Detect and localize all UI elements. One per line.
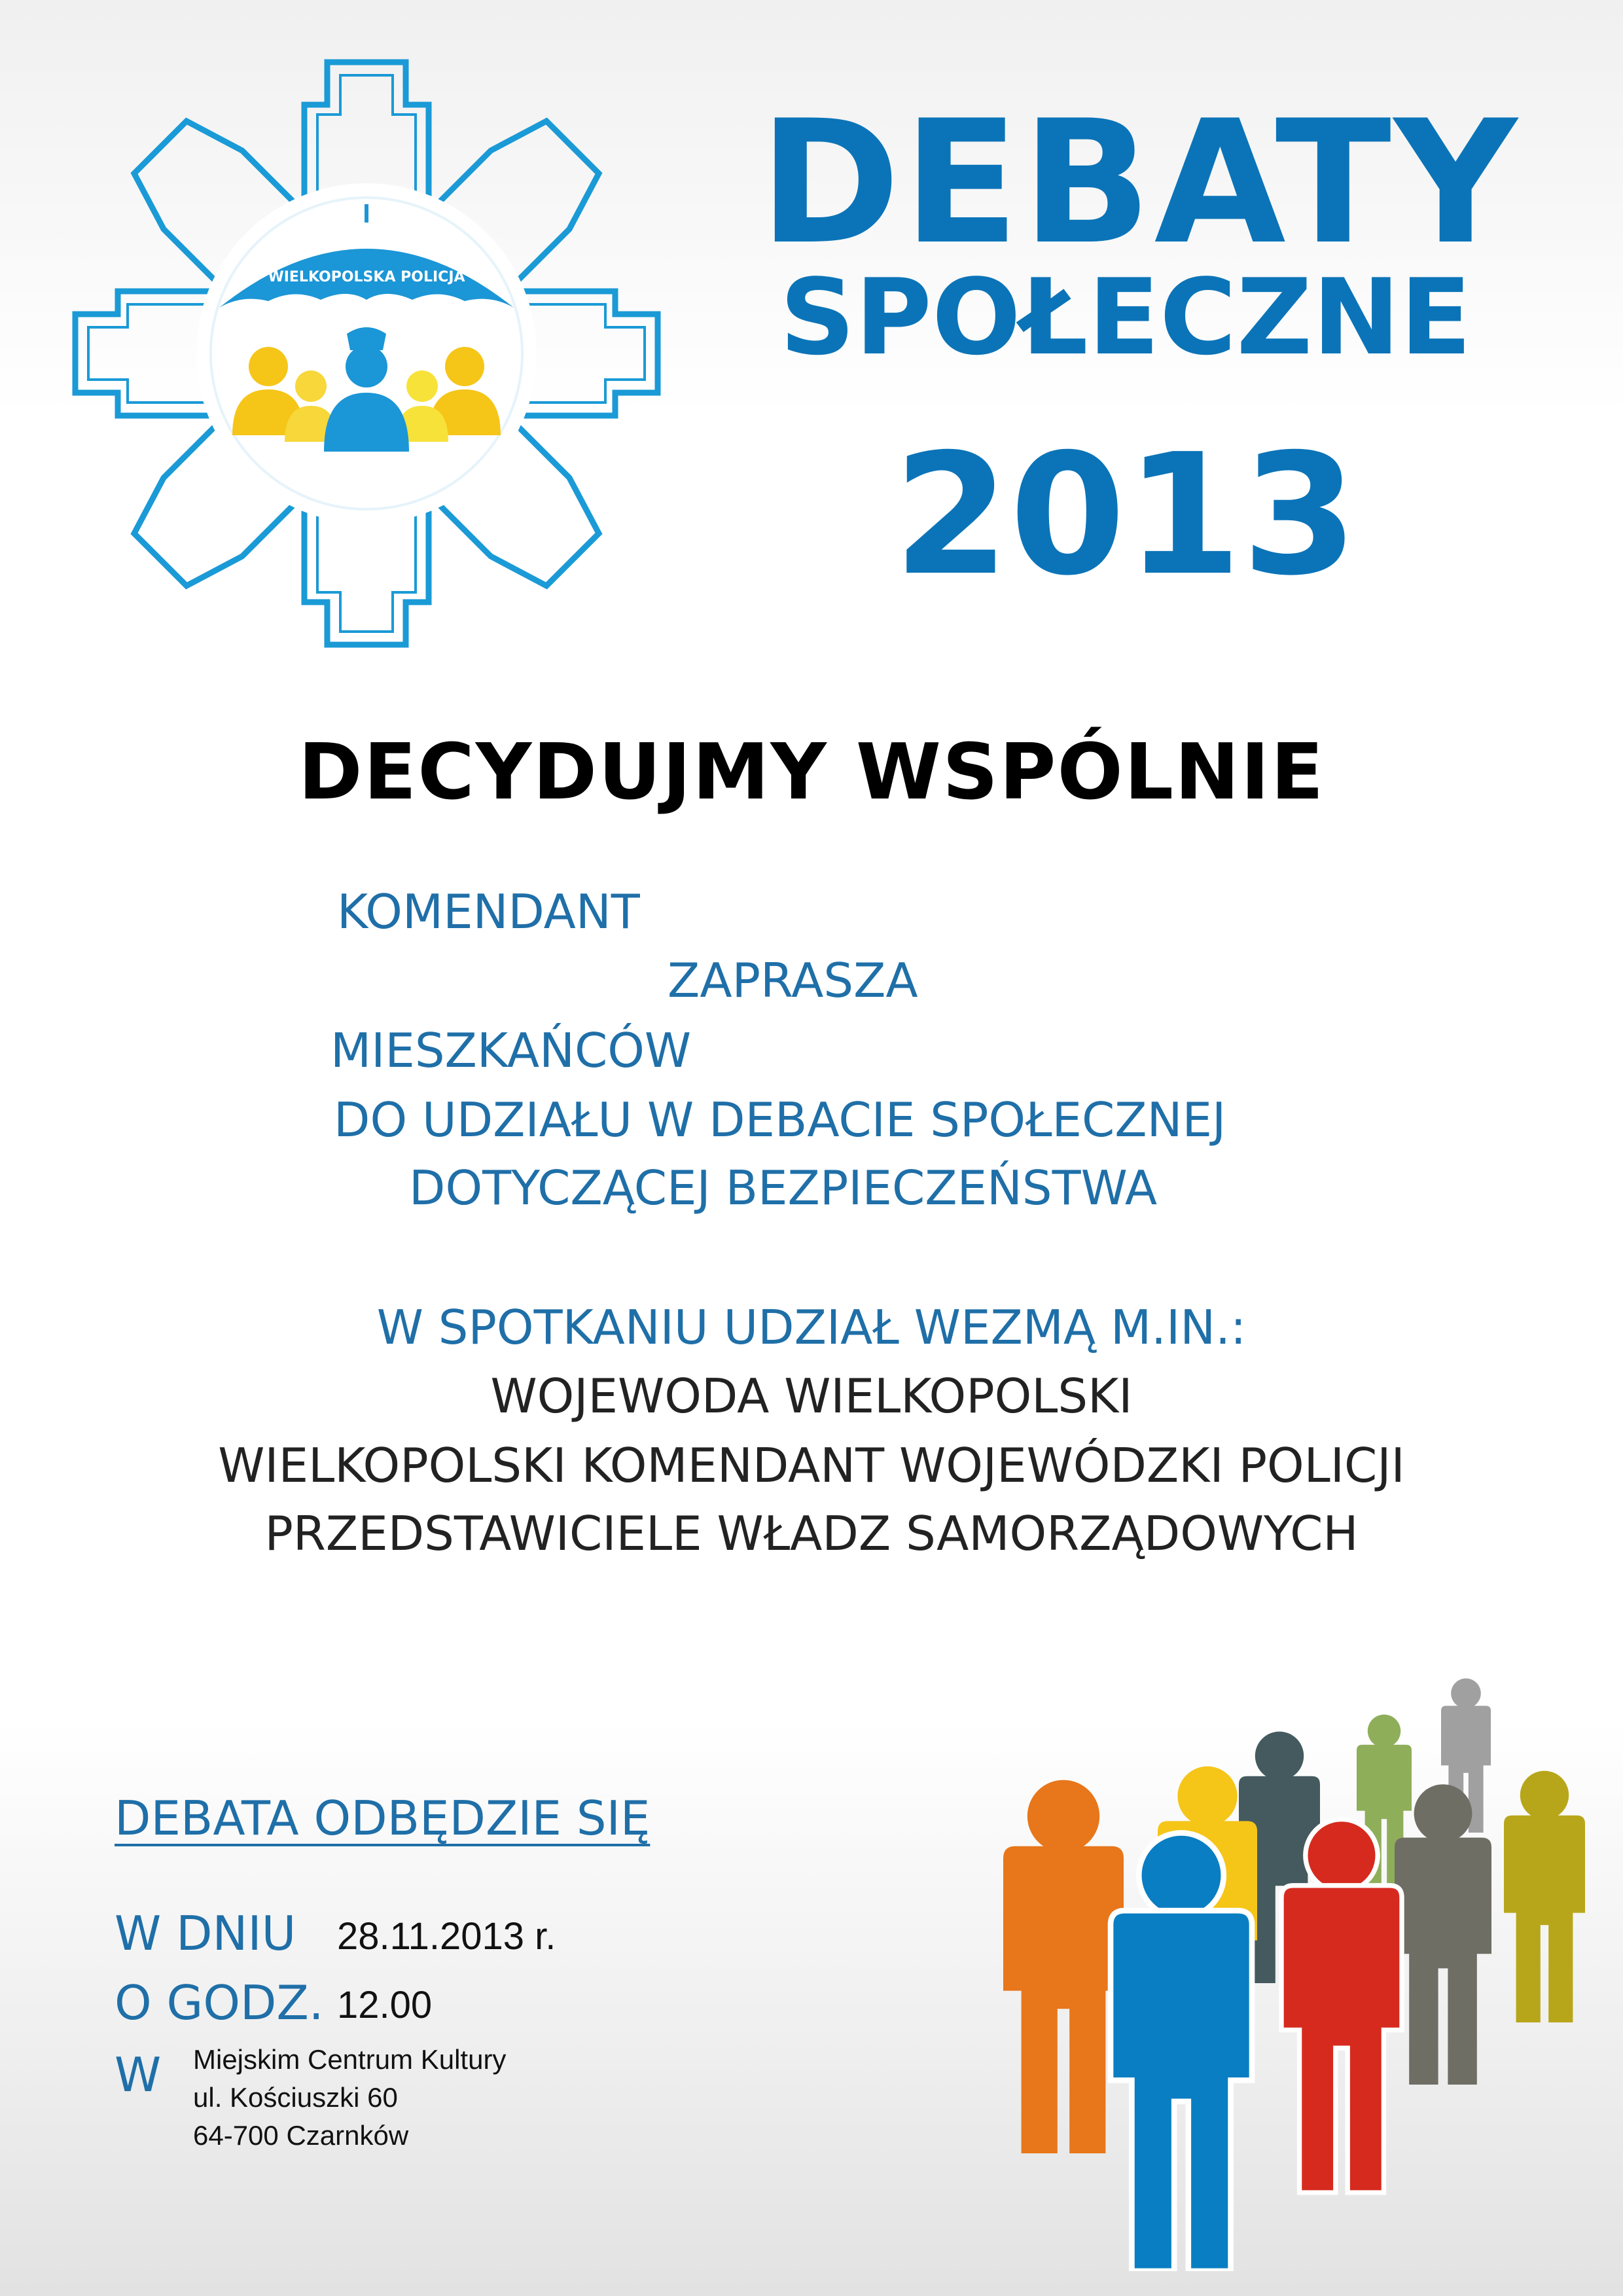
- title-debaty: DEBATY: [759, 84, 1520, 282]
- date-label: W DNIU: [115, 1906, 296, 1961]
- place-address: [193, 2041, 506, 2155]
- person-icon: [1504, 1771, 1585, 2022]
- slogan: DECYDUJMY WSPÓLNIE: [298, 726, 1325, 817]
- participant-item: PRZEDSTAWICIELE WŁADZ SAMORZĄDOWYCH: [264, 1506, 1359, 1561]
- invite-mieszkancow: MIESZKAŃCÓW: [330, 1023, 692, 1078]
- title-year: 2013: [893, 418, 1358, 613]
- participant-item: WIELKOPOLSKI KOMENDANT WOJEWÓDZKI POLICJI: [218, 1438, 1405, 1493]
- police-star-logo: [72, 59, 661, 648]
- title-spoleczne: SPOŁECZNE: [779, 256, 1472, 378]
- logo-text: WIELKOPOLSKA POLICJA: [268, 269, 465, 285]
- invite-bezpieczenstwo: DOTYCZĄCEJ BEZPIECZEŃSTWA: [409, 1160, 1158, 1215]
- invite-komendant: KOMENDANT: [337, 884, 640, 939]
- time-label: O GODZ.: [115, 1975, 324, 2030]
- invite-zaprasza: ZAPRASZA: [668, 953, 918, 1008]
- invite-udzial: DO UDZIAŁU W DEBACIE SPOŁECZNEJ: [334, 1092, 1226, 1147]
- star-badge-icon: [72, 59, 661, 648]
- address-line: Miejskim Centrum Kultury: [193, 2044, 507, 2075]
- address-line: 64-700 Czarnków: [193, 2120, 409, 2151]
- details-heading: DEBATA ODBĘDZIE SIĘ: [115, 1791, 651, 1846]
- people-group-illustration: [969, 1617, 1597, 2271]
- date-value: 28.11.2013 r.: [337, 1915, 556, 1958]
- participant-item: WOJEWODA WIELKOPOLSKI: [490, 1369, 1133, 1424]
- place-label: W: [115, 2047, 162, 2102]
- participants-heading: W SPOTKANIU UDZIAŁ WEZMĄ M.IN.:: [376, 1300, 1247, 1355]
- time-value: 12.00: [337, 1984, 433, 2026]
- address-line: ul. Kościuszki 60: [193, 2082, 398, 2113]
- person-icon: [1003, 1780, 1124, 2153]
